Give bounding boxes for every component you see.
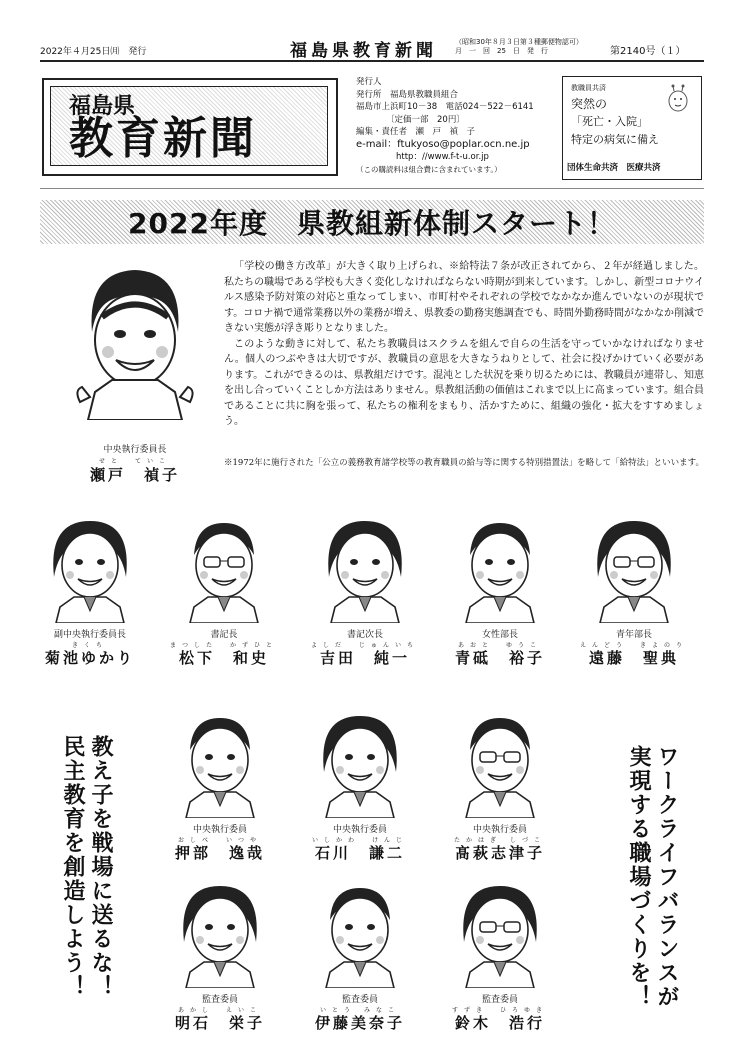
officer-card — [435, 710, 565, 870]
officer-name: 明石 栄子 — [174, 1014, 265, 1032]
officer-role: 女性部長 — [481, 630, 518, 640]
article-body — [224, 259, 704, 430]
officer-ruby: おしべ いつや — [177, 837, 262, 844]
officer-role: 中央執行委員 — [332, 825, 387, 835]
officer-role: 監査委員 — [481, 995, 518, 1005]
slogan-left-col-2: 民主教育を創造しよう！ — [60, 735, 85, 999]
officer-name: 押部 逸哉 — [174, 844, 265, 862]
paper-name: 福島県教育新聞 — [290, 41, 437, 61]
officer-role: 監査委員 — [341, 995, 378, 1005]
officer-card — [159, 515, 289, 675]
masthead-prefecture: 福島県 — [69, 93, 136, 119]
officer-caricature — [310, 880, 410, 988]
officer-role: 中央執行委員 — [472, 825, 527, 835]
officer-caricature — [450, 880, 550, 988]
officer-ruby: あかし えいこ — [177, 1007, 262, 1014]
officer-name: 菊池ゆかり — [44, 649, 135, 667]
officer-name: 髙萩志津子 — [454, 844, 545, 862]
portrait-leader — [60, 262, 210, 492]
slogan-right-col-1: ワークライフバランスが — [654, 745, 679, 1009]
masthead — [42, 78, 338, 176]
publisher-url: http：//www.f-t-u.or.jp — [396, 152, 489, 162]
officer-role: 監査委員 — [201, 995, 238, 1005]
officer-role: 青年部長 — [615, 630, 652, 640]
officer-ruby: まつした かずひと — [169, 642, 278, 649]
officer-ruby: よしだ じゅんいち — [310, 642, 419, 649]
officer-caricature — [40, 515, 140, 623]
publisher-info — [356, 76, 552, 176]
officer-name: 鈴木 浩行 — [454, 1014, 545, 1032]
leader-ruby: せと ていこ — [98, 458, 171, 465]
publisher-note: （この購読料は組合費に含まれています。） — [356, 164, 502, 174]
officer-card — [25, 515, 155, 675]
officer-name: 吉田 純一 — [319, 649, 410, 667]
masthead-panel — [50, 86, 328, 166]
officer-name: 伊藤美奈子 — [314, 1014, 405, 1032]
masthead-title: 教育新聞 — [69, 113, 257, 164]
ad-line-1: 突然の — [571, 97, 608, 111]
officer-role: 書記次長 — [346, 630, 383, 640]
publisher-editor: 編集・責任者 瀬 戸 禎 子 — [356, 127, 476, 137]
officer-caricature — [170, 880, 270, 988]
officer-caricature — [584, 515, 684, 623]
ad-line-3: 特定の病気に備え — [571, 133, 659, 146]
ad-line-2: 「死亡・入院」 — [571, 115, 648, 128]
officer-caricature — [315, 515, 415, 623]
publisher-email: e-mail：ftukyoso@poplar.ocn.ne.jp — [356, 138, 530, 150]
publisher-address: 福島市上浜町10－38 電話024－522－6141 — [356, 102, 534, 112]
giraffe-icon — [663, 83, 693, 113]
ad-tag: 教職員共済 — [571, 84, 606, 92]
headline-band — [40, 200, 704, 244]
slogan-left-col-1: 教え子を戦場に送るな！ — [88, 735, 113, 999]
issue-date: 2022年４月25日㈪ 発行 — [40, 47, 147, 57]
officer-caricature — [170, 710, 270, 818]
publisher-office: 発行所 福島県教職員組合 — [356, 89, 459, 100]
headline-rule — [40, 188, 704, 189]
officer-card — [155, 710, 285, 870]
officer-caricature — [450, 710, 550, 818]
permit-line-2: 月 一 回 25 日 発 行 — [455, 47, 548, 55]
insurance-ad — [562, 76, 702, 180]
officer-card — [155, 880, 285, 1040]
officer-ruby: すずき ひろゆき — [451, 1007, 549, 1014]
officer-role: 副中央執行委員長 — [53, 630, 126, 640]
article-paragraph-2: このような動きに対して、私たち教職員はスクラムを組んで自らの生活を守っていかなければなりません。個人のつぶやきは大切ですが、教職員の意思を大きなうねりとして、社会に投げかけていく必要があります。これができるのは、県教組だけです。混沌とした状況を乗り切るためには、教職員が連帯し、知恵を出し合っていくことしか方法はありません。県教組活動の価値はこれまで以上に高まっています。組合員であることに共に胸を張って、私たちの権利をまもり、活かすために、組織の強化・拡大をすすめましょう。 — [224, 338, 704, 427]
officer-caricature — [174, 515, 274, 623]
officer-card — [435, 880, 565, 1040]
officer-ruby: たかはぎ しづこ — [454, 837, 546, 844]
officer-ruby: いとう みなこ — [320, 1007, 400, 1014]
officer-card — [300, 515, 430, 675]
permit-line-1: （昭和30年８月３日第３種郵便物認可） — [455, 38, 583, 46]
officer-role: 中央執行委員 — [192, 825, 247, 835]
officer-caricature — [450, 515, 550, 623]
ad-footer: 団体生命共済 医療共済 — [567, 163, 661, 173]
officer-caricature — [310, 710, 410, 818]
leader-caricature — [72, 262, 198, 420]
headline: 2022年度 県教組新体制スタート！ — [128, 207, 616, 240]
officer-ruby: あおと ゆうこ — [457, 642, 542, 649]
officer-card — [435, 515, 565, 675]
officer-role: 書記長 — [210, 630, 238, 640]
officer-card — [295, 710, 425, 870]
publisher-label: 発行人 — [356, 77, 382, 87]
publisher-price: 〔定価一部 20円〕 — [386, 114, 465, 125]
slogan-right — [624, 745, 680, 1035]
officer-card — [295, 880, 425, 1040]
leader-role: 中央執行委員長 — [103, 445, 167, 455]
officer-name: 石川 謙二 — [314, 844, 405, 862]
postal-permit — [455, 38, 605, 56]
officer-ruby: えんどう きよのり — [579, 642, 688, 649]
article-paragraph-1: 「学校の働き方改革」が大きく取り上げられ、※給特法７条が改正されてから、２年が経過しました。私たちの職場である学校も大きく変化しなければならない時期が到来しています。しかし、新型コロナウイルス感染予防対策の対応と重なってしまい、市町村やそれぞれの学校でなかなか進んでいないのが現状です。コロナ禍で通常業務以外の業務が増え、県教委の勤務実態調査でも、時間外勤務時間がなかなか削減できない実態が浮き彫りとなりました。 — [224, 261, 704, 334]
slogan-left — [58, 735, 114, 1025]
officer-ruby: いしかわ けんじ — [311, 837, 408, 844]
officer-card — [569, 515, 699, 675]
officer-name: 遠藤 聖典 — [588, 649, 679, 667]
officer-name: 青砥 裕子 — [454, 649, 545, 667]
top-bar — [40, 36, 704, 62]
slogan-right-col-2: 実現する職場づくりを！ — [626, 745, 651, 1009]
officer-ruby: きくち — [71, 642, 108, 649]
issue-number: 第2140号（１） — [610, 46, 686, 57]
officer-name: 松下 和史 — [178, 649, 269, 667]
leader-name: 瀬戸 禎子 — [89, 466, 180, 484]
article-footnote: ※1972年に施行された「公立の義務教育諸学校等の教育職員の給与等に関する特別措置法」を略して「給特法」といいます。 — [224, 458, 704, 468]
